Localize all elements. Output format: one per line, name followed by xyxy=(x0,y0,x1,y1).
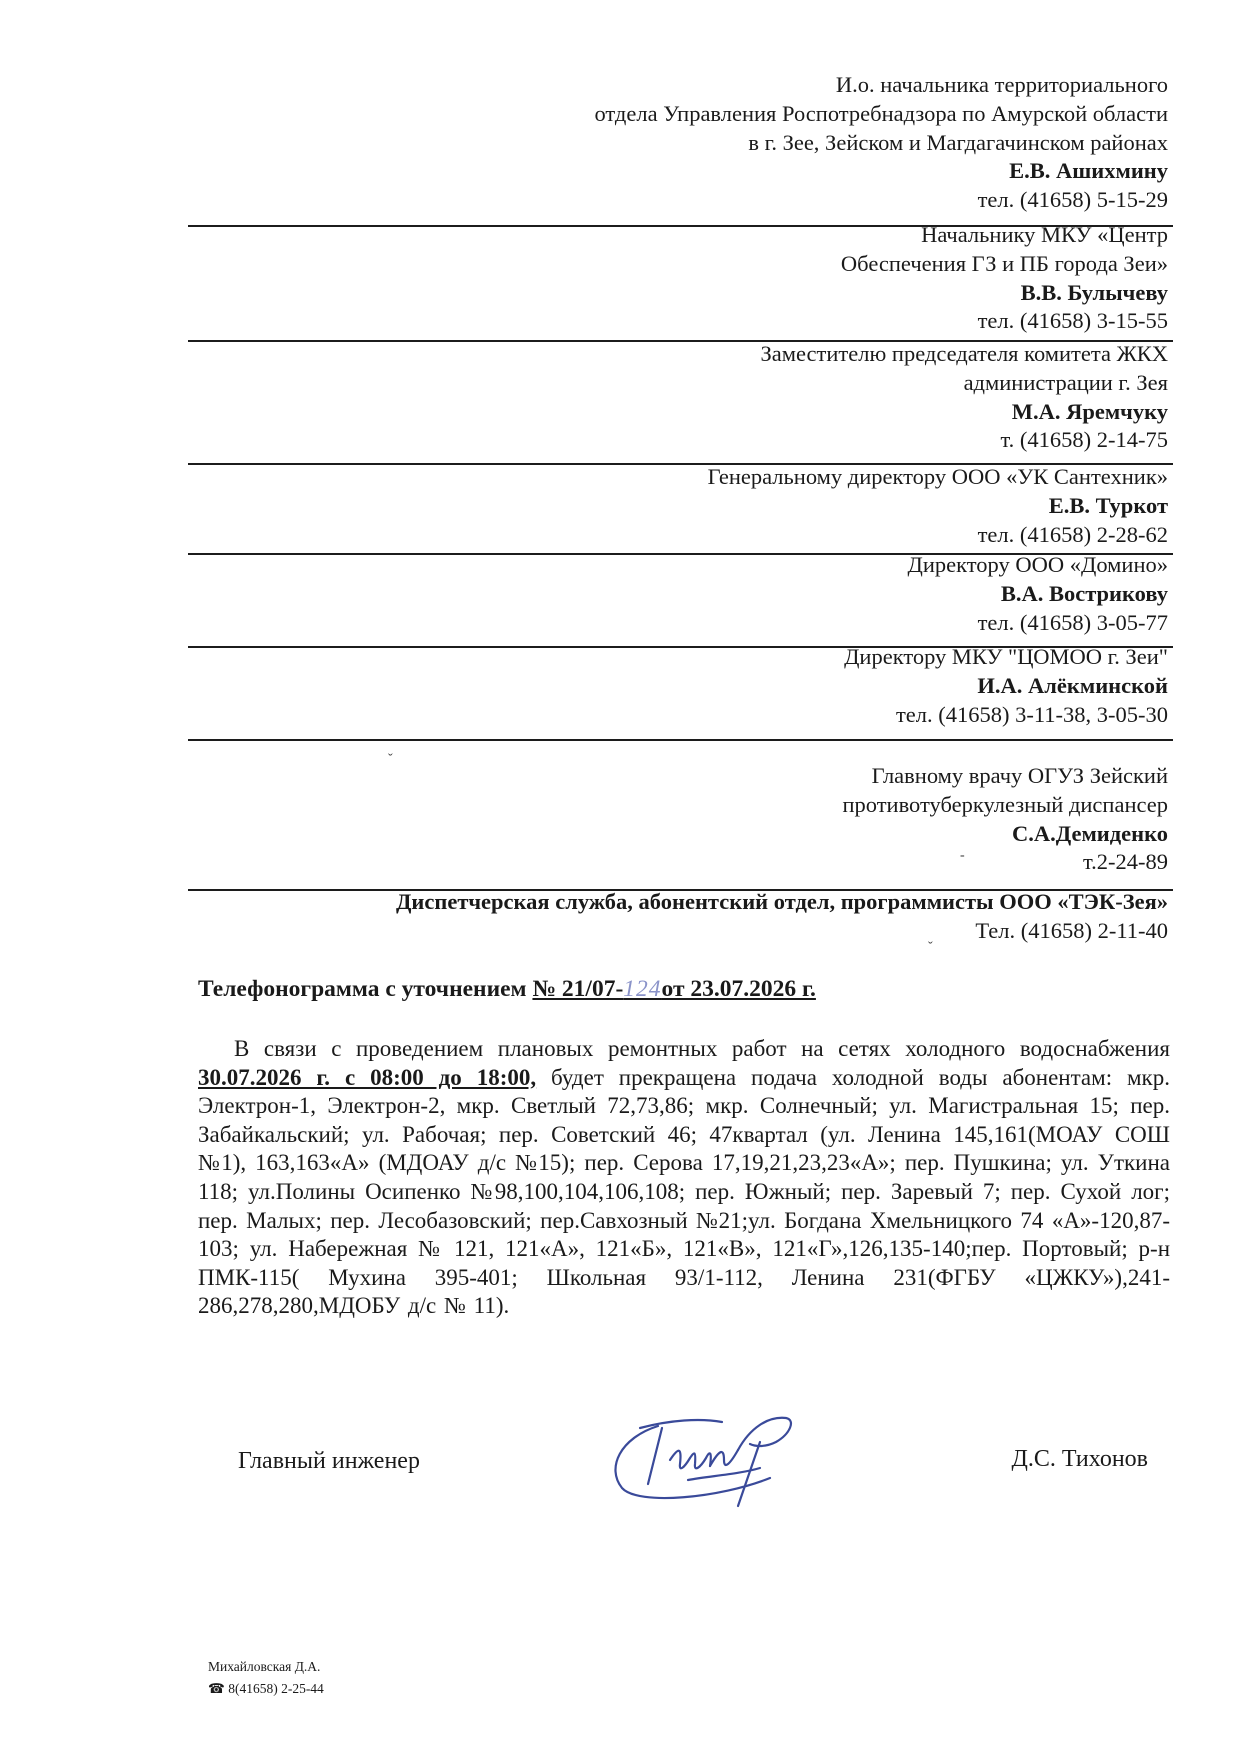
recipient-line: И.о. начальника территориального xyxy=(835,72,1168,97)
body-addresses: будет прекращена подача холодной воды абонентам: мкр. Электрон-1, Электрон-2, мкр. Светлый 72,73,86; мкр. Солнечный; ул. Магистральная 15; пер. Забайкальский; ул. Рабочая; пер. Советский 46; 47квартал (ул. Ленина 145,161(МОАУ СОШ №1), 163,163«А» (МДОАУ д/с №15); пер. Серова 17,19,21,23,23«А»; пер. Пушкина; ул. Уткина 118; ул.Полины Осипенко №98,100,104,106,108; пер. Южный; пер. Заревый 7; пер. Сухой лог; пер. Малых; пер. Лесобазовский; пер.Савхозный №21;ул. Богдана Хмельницкого 74 «А»-120,87-103; ул. Набережная № 121, 121«А», 121«Б», 121«В», 121«Г»,126,135-140;пер. Портовый; р-н ПМК-115( Мухина 395-401; Школьная 93/1-112, Ленина 231(ФГБУ «ЦЖКУ»),241-286,278,280,МДОБУ д/с № 11). xyxy=(198,1064,1170,1319)
recipient-name: В.А. Вострикову xyxy=(1000,580,1168,606)
title-date: от 23.07.2026 г. xyxy=(661,976,816,1002)
recipient-phone: т.2-24-89 xyxy=(1082,849,1168,875)
title-prefix: Телефонограмма с уточнением xyxy=(198,976,533,1002)
recipient-name: И.А. Алёкминской xyxy=(977,672,1168,698)
recipient-line: Генеральному директору ООО «УК Сантехник» xyxy=(707,464,1168,489)
recipient-line: Заместителю председателя комитета ЖКХ xyxy=(760,341,1168,366)
separator-line xyxy=(188,739,1173,741)
recipient-block xyxy=(192,71,1168,215)
recipient-name: М.А. Яремчуку xyxy=(1011,398,1168,424)
recipient-phone: т. (41658) 2-14-75 xyxy=(1000,427,1168,453)
footer xyxy=(208,1656,324,1700)
recipient-block xyxy=(192,888,1168,946)
recipient-name: Е.В. Туркот xyxy=(1048,492,1168,518)
notice-body xyxy=(198,1035,1170,1321)
recipient-line: Директору ООО «Домино» xyxy=(907,552,1168,577)
recipient-line: Начальнику МКУ «Центр xyxy=(921,222,1168,247)
phone-icon: ☎ xyxy=(208,1681,225,1696)
recipient-block xyxy=(192,762,1168,877)
recipient-phone: тел. (41658) 3-15-55 xyxy=(977,308,1168,334)
recipient-phone: тел. (41658) 3-11-38, 3-05-30 xyxy=(895,701,1168,727)
recipient-line: Главному врачу ОГУЗ Зейский xyxy=(871,763,1168,788)
signer-position: Главный инженер xyxy=(238,1448,420,1474)
recipient-phone: Тел. (41658) 2-11-40 xyxy=(975,917,1168,943)
scan-speck: - xyxy=(960,848,965,863)
recipient-block xyxy=(192,643,1168,729)
recipient-block xyxy=(192,463,1168,549)
recipient-phone: тел. (41658) 3-05-77 xyxy=(977,609,1168,635)
outage-datetime: 30.07.2026 г. с 08:00 до 18:00, xyxy=(198,1064,537,1090)
recipient-line: в г. Зее, Зейском и Магдагачинском районах xyxy=(748,129,1168,155)
recipient-name: Е.В. Ашихмину xyxy=(1009,158,1168,184)
author-name: Михайловская Д.А. xyxy=(208,1659,321,1674)
recipient-line: администрации г. Зея xyxy=(963,369,1168,395)
scan-speck: ˇ xyxy=(388,752,393,767)
recipient-line: Обеспечения ГЗ и ПБ города Зеи» xyxy=(840,250,1168,276)
handwritten-number: 124 xyxy=(623,976,662,1002)
recipient-line: отдела Управления Роспотребнадзора по Амурской области xyxy=(594,100,1168,126)
recipient-block xyxy=(192,340,1168,455)
title-number: № 21/07- xyxy=(532,976,624,1002)
document-title xyxy=(198,976,998,1003)
recipient-line: противотуберкулезный диспансер xyxy=(842,791,1168,817)
body-intro: В связи с проведением плановых ремонтных работ на сетях холодного водоснабжения xyxy=(234,1036,1170,1061)
author-phone: 8(41658) 2-25-44 xyxy=(228,1681,324,1696)
recipient-phone: тел. (41658) 5-15-29 xyxy=(977,187,1168,213)
recipient-name: С.А.Демиденко xyxy=(1011,820,1168,846)
recipient-name: Диспетчерская служба, абонентский отдел, программисты ООО «ТЭК-Зея» xyxy=(395,889,1168,914)
recipient-phone: тел. (41658) 2-28-62 xyxy=(977,521,1168,547)
scan-speck: ˇ xyxy=(928,940,933,955)
recipient-block xyxy=(192,221,1168,336)
recipient-line: Директору МКУ "ЦОМОО г. Зеи" xyxy=(844,644,1168,669)
recipient-name: В.В. Булычеву xyxy=(1020,279,1168,305)
recipient-block xyxy=(192,551,1168,637)
signer-name: Д.С. Тихонов xyxy=(1011,1446,1148,1472)
handwritten-signature xyxy=(600,1398,830,1518)
